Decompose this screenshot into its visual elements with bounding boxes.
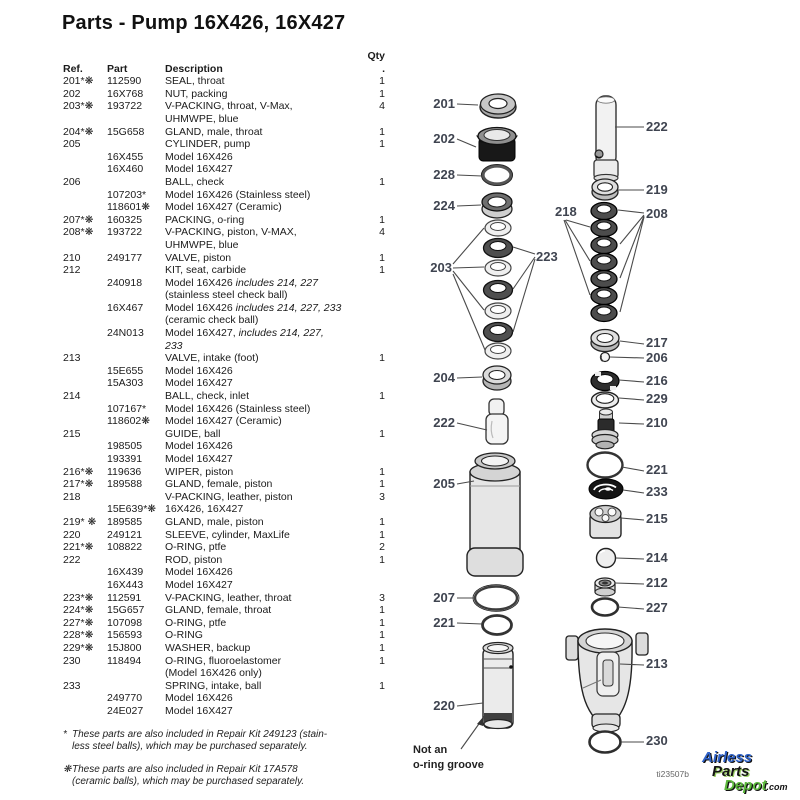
table-row: 15E639*❋ 16X426, 16X427: [107, 503, 244, 516]
table-row: 193391 Model 16X427: [107, 453, 233, 465]
table-row: (stainless steel check ball): [165, 289, 288, 302]
oring-groove-note: [413, 716, 484, 771]
table-row: 230 118494 O-RING, fluoroelastomer 1: [63, 654, 385, 667]
callout-230: 230: [646, 733, 668, 748]
table-row: 16X467 Model 16X426 includes 214, 227, 233: [107, 301, 342, 314]
leader-line-223: [513, 257, 535, 289]
table-row: 228*❋ 156593 O-RING 1: [63, 629, 385, 642]
table-row: 16X443 Model 16X427: [107, 578, 233, 591]
table-row: 205 CYLINDER, pump 1: [63, 138, 385, 151]
leader-line-224: [457, 205, 481, 206]
table-row: 24E027 Model 16X427: [107, 704, 233, 717]
callout-201: 201: [433, 96, 455, 111]
exploded-parts-diagram: [400, 80, 800, 800]
leader-line-201: [457, 104, 478, 105]
leader-line-228: [457, 175, 482, 176]
part-202-packing-nut: [477, 128, 517, 162]
part-229-backup-washer: [592, 392, 619, 408]
callout-212: 212: [646, 575, 668, 590]
table-row: (Model 16X426 only): [165, 667, 262, 680]
parts-table-body: [63, 75, 385, 717]
part-227-oring: [592, 599, 618, 616]
callout-214: 214: [646, 550, 668, 565]
page-title: Parts - Pump 16X426, 16X427: [62, 12, 346, 34]
table-row: 118601❋ Model 16X427 (Ceramic): [107, 201, 282, 214]
table-row: 198505 Model 16X426: [107, 440, 233, 453]
part-201-throat-seal: [480, 94, 516, 118]
table-row: UHMWPE, blue: [165, 238, 239, 251]
leader-line-218: [564, 220, 590, 295]
leader-line-203: [453, 271, 484, 310]
table-row: 233 SPRING, intake, ball 1: [63, 679, 385, 692]
table-row: 218 V-PACKING, leather, piston 3: [63, 490, 385, 503]
callout-222: 222: [433, 415, 455, 430]
leader-line-208: [620, 217, 644, 312]
callout-213: 213: [646, 656, 668, 671]
part-222-piston-rod: [594, 96, 618, 182]
table-row: 16X460 Model 16X427: [107, 163, 233, 176]
leader-line-212: [615, 583, 644, 584]
qty-header: [63, 50, 385, 63]
table-row: 15A303 Model 16X427: [107, 377, 233, 390]
callout-220: 220: [433, 698, 455, 713]
table-row: 217*❋ 189588 GLAND, female, piston 1: [63, 478, 385, 491]
logo-word-parts: Parts: [712, 763, 750, 780]
callout-227: 227: [646, 600, 668, 615]
table-row: 107167* Model 16X426 (Stainless steel): [107, 402, 311, 415]
leader-line-233: [623, 490, 644, 493]
leader-line-204: [457, 377, 482, 378]
logo-word-airless: Airless: [702, 749, 753, 766]
part-210-piston-valve: [592, 409, 618, 449]
part-221-oring-right: [588, 453, 623, 478]
leader-line-216: [619, 380, 644, 382]
leader-line-215: [621, 518, 644, 520]
leader-line-222: [457, 423, 487, 430]
table-row: 24N013 Model 16X427, includes 214, 227,: [107, 327, 324, 340]
callout-205: 205: [433, 476, 455, 491]
table-row: 107203* Model 16X426 (Stainless steel): [107, 188, 311, 201]
callout-221: 221: [646, 462, 668, 477]
table-row: 214 BALL, check, inlet 1: [63, 390, 385, 403]
description-header: Description: [165, 62, 223, 75]
leader-line-223: [513, 259, 535, 332]
table-row: 220 249121 SLEEVE, cylinder, MaxLife 1: [63, 528, 385, 541]
leader-line-221: [622, 467, 644, 471]
callout-228: 228: [433, 167, 455, 182]
table-row: 233: [165, 339, 183, 352]
table-row: 223*❋ 112591 V-PACKING, leather, throat 3: [63, 591, 385, 604]
table-row: 215 GUIDE, ball 1: [63, 427, 385, 440]
qty-header-label: Qty: [367, 50, 385, 62]
note-line-1: Not an: [413, 744, 448, 756]
table-row: 210 249177 VALVE, piston 1: [63, 251, 385, 264]
callout-229: 229: [646, 391, 668, 406]
table-header-row: [63, 63, 385, 76]
footnote: * These parts are also included in Repair Kit 249123 (stain- less steel balls), which may be purchased separately.: [63, 729, 328, 752]
part-217-gland-female-piston: [591, 330, 619, 352]
leader-line-227: [618, 607, 644, 609]
part-212-carbide-seat: [595, 578, 615, 596]
table-row: 249770 Model 16X426: [107, 692, 233, 705]
table-row: (ceramic check ball): [165, 314, 259, 327]
part-230-oring: [590, 732, 621, 753]
leader-line-221: [457, 623, 482, 624]
table-row: 206 BALL, check 1: [63, 175, 385, 188]
table-row: 240918 Model 16X426 includes 214, 227: [107, 276, 318, 289]
drawing-number: ti23507b: [656, 769, 689, 779]
callout-204: 204: [433, 370, 455, 385]
table-row: 222 ROD, piston 1: [63, 553, 385, 566]
callout-206: 206: [646, 350, 668, 365]
leader-line-210: [619, 423, 644, 424]
leader-line-218: [566, 220, 590, 227]
note-arrow-line: [461, 721, 481, 749]
callout-203: 203: [430, 260, 452, 275]
part-header: Part: [107, 62, 128, 75]
leader-line-203: [453, 274, 485, 350]
callout-207: 207: [433, 590, 455, 605]
leader-line-208: [618, 210, 644, 213]
table-row: 212 KIT, seat, carbide 1: [63, 264, 385, 277]
leader-line-203: [453, 228, 484, 264]
leader-line-206: [610, 357, 644, 358]
part-205-pump-cylinder: [467, 453, 523, 576]
table-row: 201*❋ 112590 SEAL, throat 1: [63, 75, 385, 88]
callout-221: 221: [433, 615, 455, 630]
callout-210: 210: [646, 415, 668, 430]
table-row: 16X455 Model 16X426: [107, 150, 233, 163]
part-221-oring-left: [483, 616, 512, 635]
table-row: 221*❋ 108822 O-RING, ptfe 2: [63, 541, 385, 554]
table-row: 207*❋ 160325 PACKING, o-ring 1: [63, 213, 385, 226]
footnote: ❋ These parts are also included in Repair Kit 17A578 (ceramic balls), which may be purchased separately.: [63, 764, 305, 787]
part-233-intake-spring: [589, 479, 623, 499]
table-row: 118602❋ Model 16X427 (Ceramic): [107, 415, 282, 428]
table-row: 213 VALVE, intake (foot) 1: [63, 352, 385, 365]
table-row: 15E655 Model 16X426: [107, 364, 233, 377]
table-row: 16X439 Model 16X426: [107, 566, 233, 579]
table-row: 203*❋ 193722 V-PACKING, throat, V-Max, 4: [63, 100, 385, 113]
leader-line-214: [616, 558, 644, 559]
qty-dot-header: .: [382, 62, 385, 75]
leader-line-229: [619, 398, 644, 400]
callout-218: 218: [555, 204, 577, 219]
part-208-218-piston-packing-stack: [591, 203, 617, 322]
table-row: 229*❋ 15J800 WASHER, backup 1: [63, 641, 385, 654]
part-215-ball-guide: [590, 506, 621, 539]
leader-line-217: [620, 341, 644, 344]
leader-line-223: [513, 247, 535, 254]
note-line-2: o-ring groove: [413, 759, 484, 771]
leader-line-202: [457, 139, 476, 147]
callout-217: 217: [646, 335, 668, 350]
leader-line-208: [620, 216, 644, 278]
callout-208: 208: [646, 206, 668, 221]
callout-233: 233: [646, 484, 668, 499]
table-row: 216*❋ 119636 WIPER, piston 1: [63, 465, 385, 478]
part-214-inlet-ball: [597, 549, 616, 568]
callout-224: 224: [433, 198, 455, 213]
callout-222: 222: [646, 119, 668, 134]
part-207-packing-oring: [473, 585, 519, 612]
table-row: 204*❋ 15G658 GLAND, male, throat 1: [63, 125, 385, 138]
callout-215: 215: [646, 511, 668, 526]
table-row: 208*❋ 193722 V-PACKING, piston, V-MAX, 4: [63, 226, 385, 239]
part-216-piston-wiper: [591, 372, 619, 391]
callout-219: 219: [646, 182, 668, 197]
part-223-vpacking-leather-throat: [484, 239, 513, 342]
logo-suffix-com: .com: [766, 782, 788, 792]
table-row: 219* ❋ 189585 GLAND, male, piston 1: [63, 515, 385, 528]
table-row: UHMWPE, blue: [165, 112, 239, 125]
callout-202: 202: [433, 131, 455, 146]
part-224-gland-female-throat: [482, 193, 512, 218]
part-222-rod-tip: [486, 399, 508, 444]
table-row: 224*❋ 15G657 GLAND, female, throat 1: [63, 604, 385, 617]
callout-223: 223: [536, 249, 558, 264]
ref-header: Ref.: [63, 62, 83, 75]
leader-line-203: [453, 267, 484, 268]
leader-line-220: [457, 703, 483, 706]
part-204-gland-male-throat: [483, 366, 511, 390]
parts-table: [63, 50, 385, 717]
part-206-check-ball: [601, 353, 610, 362]
logo-word-depot: Depot.com: [724, 777, 788, 794]
footnotes: [63, 729, 393, 799]
table-row: 202 16X768 NUT, packing 1: [63, 87, 385, 100]
part-228-oring: [481, 164, 512, 185]
table-row: 227*❋ 107098 O-RING, ptfe 1: [63, 616, 385, 629]
part-219-gland-male-piston: [592, 179, 618, 200]
airless-parts-depot-logo: [698, 751, 800, 794]
part-220-cylinder-sleeve: [483, 643, 513, 729]
callout-216: 216: [646, 373, 668, 388]
part-213-intake-valve: [566, 629, 648, 732]
